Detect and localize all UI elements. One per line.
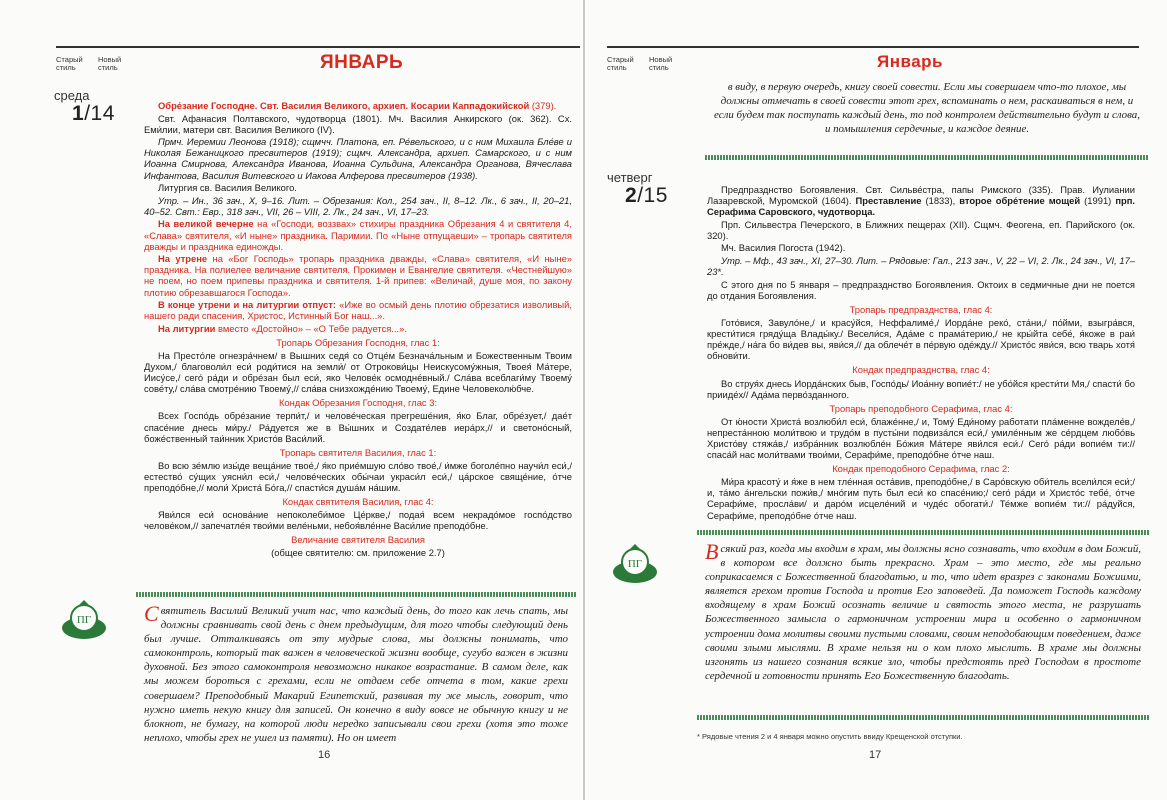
saints-list: Свт. Афанасия Полтавского, чудотворца (1801). Мч. Василия Анкирского (ок. 362). Сх. Еми́лии, матери свт. Василия Великого (IV).	[144, 112, 572, 135]
decor-border	[697, 530, 1149, 535]
reflection-text: вятитель Василий Великий учит нас, что каждый день, до того как лечь спать, мы должны сравнивать свой день с днем предыдущим, для того чтобы следующий день был лучше. Отталкиваясь от эту мудрые слова, мы должны понимать, что самоконтроль, который так важен в человеческой жизни вообще, сугубо важен в жизни духовной. Без этого самоконтроля невозможно никакое возрастание. В самом деле, как мы можем бороться с грехами, если не отдаем себе отчета в том, какие грехи совершаем? Преподобный Макарий Египетский, развивая ту же мысль, говорит, что нужно иметь некую книгу для записей. Он конечно в виду вовсе не обычную книгу и не блокнот, не бумагу, на которой люди нередко записывали свои грехи (хотя это тоже неплохо, чтобы грех не ушел из памяти). Но он имеет	[144, 605, 568, 744]
readings: Утр. – Мф., 43 зач., XI, 27–30. Лит. – Рядовые: Гал., 213 зач., V, 22 – VI, 2. Лк., 24 зач., VI, 17–23*.	[707, 255, 1135, 278]
saints-list: Прп. Сильвестра Печерского, в Ближних пещерах (XII). Сщмч. Феогена, еп. Парийского (ок. 320).	[707, 218, 1135, 241]
section-title: Тропарь Обрезания Господня, глас 1:	[276, 336, 440, 348]
left-day-text: Обре́зание Господне. Свт. Василия Великого, архиеп. Косарии Каппадокийской (379). Свт. Афанасия Полтавского, чудотворца (1801). Мч. Василия Анкирского (ок. 362). Сх. Еми́лии, матери свт. Василия Великого (IV). Прмч. Иеремии Леонова (1918); сщмчч. Платона, еп. Ре́вельского, и с ним Михаила Бле́ве и Николая Бежаницкого пресвитеров (1919); сщмч. Александра, архиеп. Самарского, и с ним Иоанна Смирнова, Александра Иванова, Иоанна Сульдина, Александра Органова, Вячеслава Инфантова, Василия Витевского и Иакова Алферова пресвитеров (1938). Литургия св. Василия Великого. Утр. – Ин., 36 зач., Х, 9–16. Лит. – Обрезания: Кол., 254 зач., II, 8–12. Лк., 6 зач., II, 20–21, 40–52. Свт.: Евр., 318 зач., VII, 26 – VIII, 2. Лк., 24 зач., VI, 17–23. На великой вечерне на «Господи, воззвах» стихиры праздника Обрезания 4 и святителя 4, «Славa» святителя, «И ныне» праздника. Паримии. По «Ныне отпущаеши» – тропарь святителя дважды и праздника единожды. На утрене на «Бог Господь» тропарь праздника дважды, «Слава» святителя, «И ныне» праздника. На полиелее величание святителя. Прокимен и Евангелие святителя. «Честнейшую» не поем, но поем припевы праздника и святителя. 1-й припев: «Величай, душе моя, по закону плотию обрезавшагося Господа». В конце утрени и на литургии отпуст: «Иже во осмый день плотию обрезатися изволивый, нашего ради спасения, Христос, Истинный Бог наш...». На литургии вместо «Достойно» – «О Тебе радуется...». Тропарь Обрезания Господня, глас 1: На Престо́ле огнезра́чнем/ в Вышних седя́ со Отце́м Безнача́льным и Божественным Твоим Духом,/ благоволи́л еси́ роди́тися на земли́/ от Отрокови́цы Неискусому́жныя, Твоея́ Ма́тере, Иису́се,/ сего́ ра́ди и обре́зан был еси́, яко Челове́к осмодне́вный./ Сла́ва всеблаги́му Твоему́ сове́ту,/ сла́ва смотре́нию Твоему́,// сла́ва снизхожде́нию Твоему́, Едине Человеколю́бче. Кондак Обрезания Господня, глас 3: Всех Госпо́дь обре́зание терпи́т,/ и челове́ческая прегреше́ния, я́ко Благ, обре́зует,/ дае́т спасе́ние днесь ми́ру./ Ра́дуется же в Вы́шних и Создате́лев иера́рх,// и светоно́сный, боже́ственный таи́нник Христо́в Васи́лий. Тропарь святителя Василия, глас 1: Во всю зе́млю изы́де веща́ние твое́,/ я́ко прие́мшую сло́во твое́,/ и́мже боголе́пно научи́л еси́,/ естество́ су́щих уясни́л еси́,/ челове́ческих обы́чаи украси́л еси́,/ ца́рское свяще́ние, о́тче преподо́бне,// моли́ Христа́ Бо́га,// спасти́ся душа́м на́шим. Кондак святителя Василия, глас 4: Яви́лся еси́ основа́ние непоколеби́мое Це́ркве,/ подая́ всем некрадо́мое госпо́дство челове́ком,// запечатле́я твои́ми веле́ньми, небоя́вле́нне Васи́лие преподо́бне. Величание святителя Василия (общее святителю: см. приложение 2.7)	[144, 100, 573, 559]
hymn-text: Всех Госпо́дь обре́зание терпи́т,/ и челове́ческая прегреше́ния, я́ко Благ, обре́зует,/ дае́т спасе́ние днесь ми́ру./ Ра́дуется же в Вы́шних и Создате́лев иера́рх,// и светоно́сный, боже́ственный таи́нник Христо́в Васи́лий.	[144, 410, 572, 444]
readings: Утр. – Ин., 36 зач., Х, 9–16. Лит. – Обрезания: Кол., 254 зач., II, 8–12. Лк., 6 зач., II, 20–21, 40–52. Свт.: Евр., 318 зач., VII, 26 – VIII, 2. Лк., 24 зач., VI, 17–23.	[144, 194, 572, 217]
old-style-label: Старый стиль	[56, 55, 83, 72]
section-title: Кондак святителя Василия, глас 4:	[282, 496, 434, 508]
weekday: четверг	[607, 170, 653, 185]
decor-border	[705, 155, 1149, 160]
decor-border	[136, 592, 576, 597]
hymn-text: Ми́ра красоту́ и я́же в нем тле́нная оста́вив, преподо́бне,/ в Саро́вскую оби́тель всели́лся еси́;/ и, та́мо а́нгельски пожи́в,/ мно́гим путь был еси́ ко спасе́нию;/ сего́ ра́ди и Христо́с тебе́, о́тче Серафи́ме, просла́ви/ и даро́м исцеле́ний и чуде́с обогати́./ Те́мже вопие́м ти:// ра́дуйся, Серафи́ме, преподо́бне о́тче наш.	[707, 476, 1135, 521]
hymn-text: Яви́лся еси́ основа́ние непоколеби́мое Це́ркве,/ подая́ всем некрадо́мое госпо́дство челове́ком,// запечатле́я твои́ми веле́ньми, небоя́вле́нне Васи́лие преподо́бне.	[144, 509, 572, 532]
right-page	[585, 0, 1167, 800]
right-reflection-box	[697, 530, 1149, 720]
decor-border	[697, 715, 1149, 720]
section-title: Кондак преподобного Серафима, глас 2:	[832, 463, 1010, 475]
hymn-text: Во струя́х днесь Иорда́нских быв, Госпо́дь/ Иоа́нну вопие́т:/ не убо́йся крести́ти Мя,/ спасти́ бо прииде́х// Ада́ма перво́зданного.	[707, 377, 1135, 400]
page-number: 16	[318, 749, 331, 761]
svg-text:ПГ: ПГ	[627, 558, 643, 570]
drop-cap: С	[144, 601, 159, 626]
rubric-note: С этого дня по 5 января – предпразднство Богоявления. Октоих в седмичные дни не поется до отдания Богоявления.	[707, 278, 1135, 301]
day-number: 2/15	[625, 184, 668, 207]
church-emblem-icon	[611, 540, 659, 588]
left-reflection-box	[136, 592, 576, 750]
new-style-label: Новый стиль	[649, 55, 673, 72]
new-style-label: Новый стиль	[98, 55, 122, 72]
right-top-reflection-box	[705, 78, 1149, 160]
martyrs-list: Прмч. Иеремии Леонова (1918); сщмчч. Платона, еп. Ре́вельского, и с ним Михаила Бле́ве и Николая Бежаницкого пресвитеров (1919); сщмч. Александра, архиеп. Самарского, и с ним Иоанна Смирнова, Александра Иванова, Иоанна Сульдина, Александра Органова, Вячеслава Инфантова, Василия Витевского и Иакова Алферова пресвитеров (1938).	[144, 136, 572, 181]
section-title: Тропарь предпразднства, глас 4:	[849, 303, 993, 315]
section-title: Величание святителя Василия	[291, 534, 425, 546]
right-day-text: Предпразднство Богоявления. Свт. Сильве́стра, папы Римского (335). Прав. Иулиании Лазаревской, Муромской (1604). Преставление (1833), второе обре́тение мощей (1991) прп. Серафима Саровского, чудотворца. Прп. Сильвестра Печерского, в Ближних пещерах (XII). Сщмч. Феогена, еп. Парийского (ок. 320). Мч. Василия Погоста (1942). Утр. – Мф., 43 зач., XI, 27–30. Лит. – Рядовые: Гал., 213 зач., V, 22 – VI, 2. Лк., 24 зач., VI, 17–23*. С этого дня по 5 января – предпразднство Богоявления. Октоих в седмичные дни не поется до отдания Богоявления. Тропарь предпразднства, глас 4: Гото́вися, Завуло́не,/ и краcу́йся, Неффалиме́,/ Иорда́не реко́, ста́ни,/ по́йми, взыгра́вся, крести́тися гряду́ща Влады́ку./ Весели́ся, Ада́ме с прама́терию,/ не кры́йта себе́, я́коже в раи́ пре́жде,/ на́га бо ви́дев вы, яви́ся,// да облече́т в пе́рвую оде́жду.// Христо́с яви́ся, всю тварь хотя́ обнови́ти. Кондак предпразднства, глас 4: Во струя́х днесь Иорда́нских быв, Госпо́дь/ Иоа́нну вопие́т:/ не убо́йся крести́ти Мя,/ спасти́ бо прииде́х// Ада́ма перво́зданного. Тропарь преподобного Серафима, глас 4: От ю́ности Христа́ возлюби́л еси́, блаже́нне,/ и, Тому́ Еди́ному работати пла́менне вожделе́в,/ непреста́нною моли́твою и трудо́м в пусты́ни подвиза́лся еси́,/ умиле́нным же се́рдцем любо́вь Христо́ву стяжа́в,/ избра́нник возлюбле́н Бо́жия Ма́тере яви́лся еси́./ Сего́ ра́ди вопие́м ти:// спаса́й нас моли́твами твои́ми, Серафи́ме, преподо́бне о́тче наш. Кондак преподобного Серафима, глас 2: Ми́ра красоту́ и я́же в нем тле́нная оста́вив, преподо́бне,/ в Саро́вскую оби́тель всели́лся еси́;/ и, та́мо а́нгельски пожи́в,/ мно́гим путь был еси́ ко спасе́нию;/ сего́ ра́ди и Христо́с тебе́, о́тче Серафи́ме, просла́ви/ и даро́м исцеле́ний и чуде́с обогати́./ Те́мже вопие́м ти:// ра́дуйся, Серафи́ме, преподо́бне о́тче наш.	[707, 184, 1135, 521]
svg-text:ПГ: ПГ	[76, 614, 92, 626]
church-emblem-icon	[60, 596, 108, 644]
hymn-text: Во всю зе́млю изы́де веща́ние твое́,/ я́ко прие́мшую сло́во твое́,/ и́мже боголе́пно научи́л еси́,/ естество́ су́щих уясни́л еси́,/ челове́ческих обы́чаи украси́л еси́,/ ца́рское свяще́ние, о́тче преподо́бне,// моли́ Христа́ Бо́га,// спасти́ся душа́м на́шим.	[144, 459, 572, 493]
section-title: Кондак Обрезания Господня, глас 3:	[278, 397, 438, 409]
feast-title: Обре́зание Господне. Свт. Василия Великого, архиеп. Косарии Каппадокийской	[158, 100, 530, 111]
right-header	[607, 46, 1139, 76]
month-title: Январь	[877, 52, 944, 71]
weekday: среда	[54, 88, 90, 103]
header-rule	[56, 46, 580, 48]
reflection-text: в виду, в первую очередь, книгу своей совести. Если мы совершаем что-то плохое, мы должны отмечать в своей совести этот грех, вспоминать о нем, раскаиваться в нем, и если будем так поступать каждый день, то под контролем действительно будут и слова, и помышления сердечные, и каждое деяние.	[714, 81, 1140, 136]
page-number: 17	[869, 749, 882, 761]
hymn-text: На Престо́ле огнезра́чнем/ в Вышних седя́ со Отце́м Безнача́льным и Божественным Твоим Духом,/ благоволи́л еси́ роди́тися на земли́/ от Отрокови́цы Неискусому́жныя, Твоея́ Ма́тере, Иису́се,/ сего́ ра́ди и обре́зан был еси́, яко Челове́к осмодне́вный./ Сла́ва всеблаги́му Твоему́ сове́ту,/ сла́ва смотре́нию Твоему́,// сла́ва снизхожде́нию Твоему́, Едине Человеколю́бче.	[144, 349, 572, 395]
liturgy-note: Литургия св. Василия Великого.	[158, 182, 297, 194]
section-title: Кондак предпразднства, глас 4:	[852, 364, 990, 376]
month-title: ЯНВАРЬ	[320, 52, 404, 73]
reflection-text: сякий раз, когда мы входим в храм, мы должны ясно сознавать, что входим в дом Божий, в котором все должно быть прекрасно. Храм – это место, где мы реально соприкасаемся с Божественной благодатью, и то, что идет вразрез с законами Божиими, является грехом против Господа и против Его заповедей. Да поможет Господь каждому входящему в храм Божий осознать величие и святость этого места, не разрушать Божественного замысла о гармоничном устроении мира и особенно о гармоничном устроении дома молитвы своими пустыми словами, своим неподобающим поведением, даже своими злыми мыслями. В храме нельзя ни о ком плохо мыслить. В храме мы должны изгонять из нашего сознания всякие зло, чтобы предстоять пред Господом в простоте сердечной и готовности принять Его Божественную благодать.	[705, 543, 1141, 682]
martyrs-list: Мч. Василия Погоста (1942).	[721, 242, 846, 254]
footnote: * Рядовые чтения 2 и 4 января можно опустить ввиду Крещенской отступки.	[697, 732, 963, 741]
left-page	[0, 0, 583, 800]
header-rule	[607, 46, 1139, 48]
day-number: 1/14	[72, 102, 115, 125]
hymn-text: (общее святителю: см. приложение 2.7)	[271, 547, 445, 559]
feast-title: прп. Серафима Саровского, чудотворца.	[707, 195, 1135, 218]
hymn-text: Гото́вися, Завуло́не,/ и краcу́йся, Неффалиме́,/ Иорда́не реко́, ста́ни,/ по́йми, взыгра́вся, крести́тися гряду́ща Влады́ку./ Весели́ся, Ада́ме с прама́терию,/ не кры́йта себе́, я́коже в раи́ пре́жде,/ на́га бо ви́дев вы, яви́ся,// да облече́т в пе́рвую оде́жду.// Христо́с яви́ся, всю тварь хотя́ обнови́ти.	[707, 317, 1135, 362]
section-title: Тропарь святителя Василия, глас 1:	[279, 446, 437, 458]
old-style-label: Старый стиль	[607, 55, 634, 72]
left-header	[56, 46, 580, 76]
hymn-text: От ю́ности Христа́ возлюби́л еси́, блаже́нне,/ и, Тому́ Еди́ному работати пла́менне вожделе́в,/ непреста́нною моли́твою и трудо́м в пусты́ни подвиза́лся еси́,/ умиле́нным же се́рдцем любо́вь Христо́ву стяжа́в,/ избра́нник возлюбле́н Бо́жия Ма́тере яви́лся еси́./ Сего́ ра́ди вопие́м ти:// спаса́й нас моли́твами твои́ми, Серафи́ме, преподо́бне о́тче наш.	[707, 415, 1135, 461]
section-title: Тропарь преподобного Серафима, глас 4:	[829, 402, 1013, 414]
drop-cap: В	[705, 539, 719, 564]
